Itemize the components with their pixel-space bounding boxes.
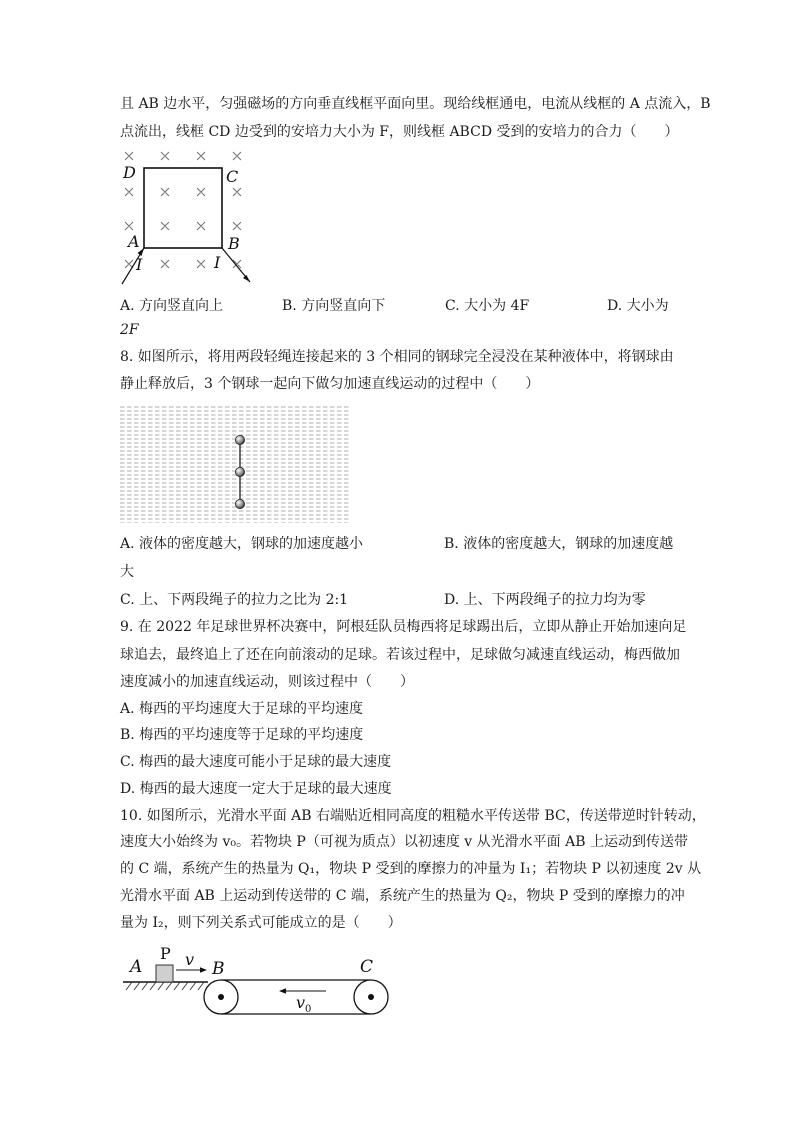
- q9-option-a: A. 梅西的平均速度大于足球的平均速度: [120, 701, 364, 717]
- q10-text-line-4: 光滑水平面 AB 上运动到传送带的 C 端，系统产生的热量为 Q₂，物块 P 受到的摩擦力的冲: [120, 888, 685, 904]
- label-b: B: [212, 959, 225, 979]
- label-p: P: [160, 944, 171, 963]
- label-a: A: [130, 957, 143, 977]
- q7-option-a: A. 方向竖直向上: [120, 298, 224, 314]
- q10-text-line-1: 10. 如图所示，光滑水平面 AB 右端贴近相同高度的粗糙水平传送带 BC，传送带逆时针转动，: [120, 808, 706, 824]
- q7-option-d-continued: 2F: [120, 322, 139, 338]
- q10-text-line-5: 量为 I₂，则下列关系式可能成立的是（ ）: [120, 915, 402, 931]
- q8-option-d: D. 上、下两段绳子的拉力均为零: [444, 592, 646, 608]
- block-p: [156, 965, 173, 982]
- q8-option-a: A. 液体的密度越大，钢球的加速度越小: [120, 536, 364, 552]
- label-b: B: [228, 234, 240, 253]
- q7-option-b: B. 方向竖直向下: [282, 298, 386, 314]
- q9-option-b: B. 梅西的平均速度等于足球的平均速度: [120, 727, 364, 743]
- q8-text-line-2: 静止释放后，3 个钢球一起向下做匀加速直线运动的过程中（ ）: [120, 376, 540, 392]
- q7-text-line-2: 点流出，线框 CD 边受到的安培力大小为 F，则线框 ABCD 受到的安培力的合力（ ）: [120, 124, 679, 140]
- q10-conveyor-belt-figure: [120, 938, 395, 1020]
- label-v0-subscript: 0: [305, 1004, 312, 1015]
- label-current-right: I: [214, 253, 221, 272]
- steel-ball-middle: [235, 467, 244, 476]
- q7-option-d: D. 大小为: [607, 298, 669, 314]
- label-current-left: I: [136, 255, 143, 274]
- q8-option-b-continued: 大: [120, 564, 134, 580]
- steel-ball-top: [235, 435, 244, 444]
- q7-option-c: C. 大小为 4F: [445, 298, 530, 314]
- q10-text-line-2: 速度大小始终为 v₀。若物块 P（可视为质点）以初速度 v 从光滑水平面 AB 上运动到传送带: [120, 834, 688, 850]
- q8-option-c: C. 上、下两段绳子的拉力之比为 2:1: [120, 592, 349, 608]
- label-v: v: [185, 950, 195, 969]
- label-c: C: [360, 957, 374, 977]
- ground-hatching: [126, 982, 204, 990]
- q8-text-line-1: 8. 如图所示，将用两段轻绳连接起来的 3 个相同的钢球完全浸没在某种液体中，将钢球由: [120, 349, 674, 365]
- q7-text-line-1: 且 AB 边水平，匀强磁场的方向垂直线框平面向里。现给线框通电，电流从线框的 A 点流入，B: [120, 96, 711, 112]
- q9-option-c: C. 梅西的最大速度可能小于足球的最大速度: [120, 754, 392, 770]
- q9-option-d: D. 梅西的最大速度一定大于足球的最大速度: [120, 781, 392, 797]
- q7-wire-frame-figure: [118, 146, 258, 288]
- q8-option-b: B. 液体的密度越大，钢球的加速度越: [444, 536, 674, 552]
- q9-text-line-1: 9. 在 2022 年足球世界杯决赛中，阿根廷队员梅西将足球踢出后，立即从静止开始加速向足: [120, 619, 687, 635]
- label-d: D: [123, 163, 136, 182]
- liquid-region: [120, 405, 350, 523]
- q10-text-line-3: 的 C 端，系统产生的热量为 Q₁，物块 P 受到的摩擦力的冲量为 I₁；若物块 P 以初速度 2v 从: [120, 861, 702, 877]
- label-c: C: [226, 167, 239, 186]
- label-a: A: [128, 232, 140, 251]
- q8-steel-balls-liquid-figure: [120, 405, 350, 523]
- label-v0: v: [296, 993, 306, 1012]
- wire-frame-abcd: [144, 168, 222, 248]
- q9-text-line-2: 球追去，最终追上了还在向前滚动的足球。若该过程中，足球做匀减速直线运动，梅西做加: [120, 647, 680, 663]
- q9-text-line-3: 速度减小的加速直线运动，则该过程中（ ）: [120, 674, 414, 690]
- steel-ball-bottom: [235, 499, 244, 508]
